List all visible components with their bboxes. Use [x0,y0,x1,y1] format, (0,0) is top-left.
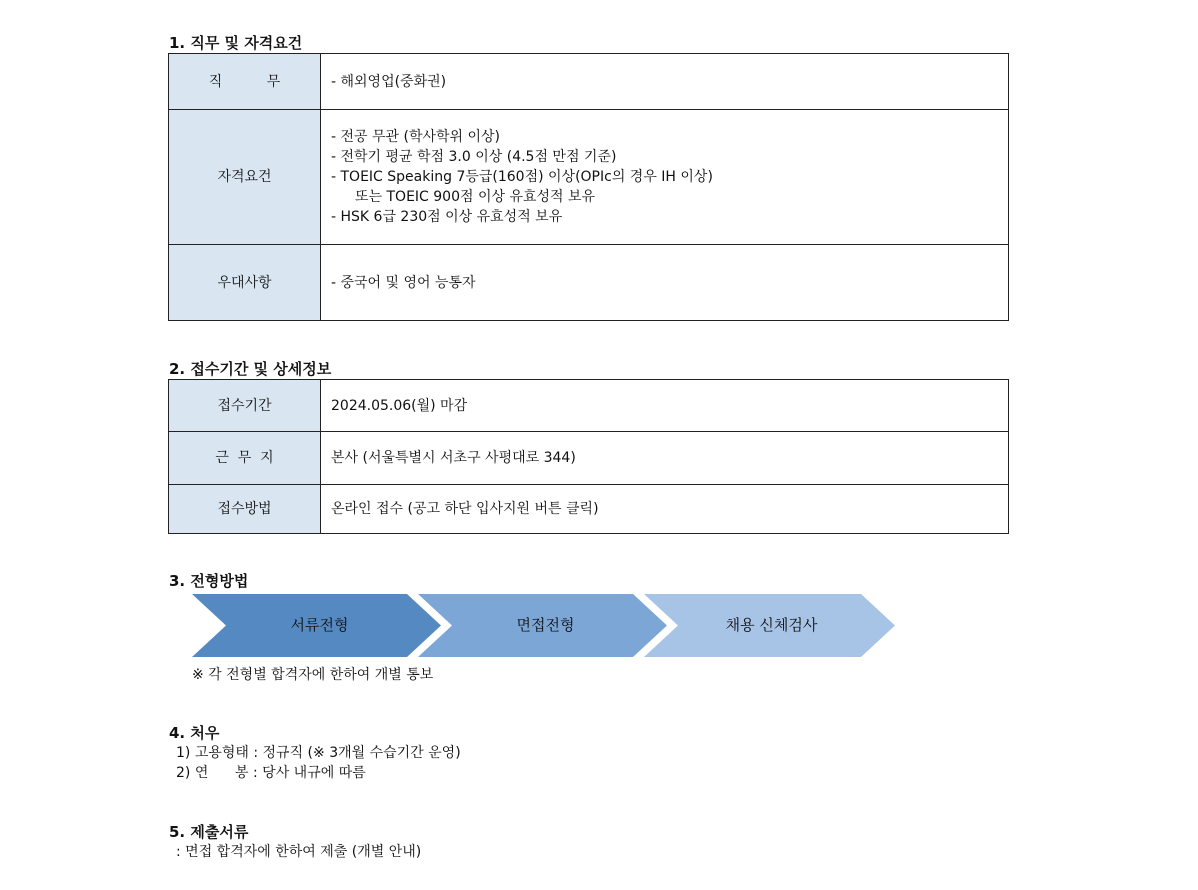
section-4-title: 4. 처우 [169,724,220,742]
value-line: - HSK 6급 230점 이상 유효성적 보유 [331,209,563,225]
table-row [169,380,1009,432]
employment-type-item: 1) 고용형태 : 정규직 (※ 3개월 수습기간 운영) [176,745,461,761]
table-row [169,110,1009,245]
documents-text: : 면접 합격자에 한하여 제출 (개별 안내) [176,844,422,860]
salary-item: 2) 연 봉 : 당사 내규에 따름 [176,765,366,781]
row-value: 본사 (서울특별시 서초구 사평대로 344) [321,432,1009,485]
row-label: 접수방법 [169,485,321,534]
row-label: 자격요건 [169,110,321,245]
row-value [321,110,1009,245]
value-line: - 해외영업(중화권) [331,73,447,90]
row-value [321,54,1009,110]
row-value: 온라인 접수 (공고 하단 입사지원 버튼 클릭) [321,485,1009,534]
value-line: - 중국어 및 영어 능통자 [331,274,476,291]
value-line: - 전학기 평균 학점 3.0 이상 (4.5점 만점 기준) [331,149,617,165]
section-1-title: 1. 직무 및 자격요건 [169,34,303,52]
section-2-title: 2. 접수기간 및 상세정보 [169,360,332,378]
value-line: - 전공 무관 (학사학위 이상) [331,129,501,145]
section-3-title: 3. 전형방법 [169,572,249,590]
table-row [169,432,1009,485]
job-requirements-table [168,53,1009,321]
value-line: 또는 TOEIC 900점 이상 유효성적 보유 [355,189,596,205]
row-label: 우대사항 [169,245,321,321]
selection-process-flow [192,594,912,657]
row-label: 직 무 [169,54,321,110]
row-label: 근 무 지 [169,432,321,485]
row-value: 2024.05.06(월) 마감 [321,380,1009,432]
step-label-medical-check: 채용 신체검사 [725,616,818,634]
application-details-table [168,379,1009,534]
row-label: 접수기간 [169,380,321,432]
table-row [169,485,1009,534]
table-row [169,54,1009,110]
step-label-interview: 면접전형 [516,616,575,634]
section-5-title: 5. 제출서류 [169,823,249,841]
table-row [169,245,1009,321]
selection-note: ※ 각 전형별 합격자에 한하여 개별 통보 [192,667,434,683]
row-value [321,245,1009,321]
step-label-document-screening: 서류전형 [290,616,349,634]
value-line: - TOEIC Speaking 7등급(160점) 이상(OPIc의 경우 IH 이상) [331,169,713,185]
